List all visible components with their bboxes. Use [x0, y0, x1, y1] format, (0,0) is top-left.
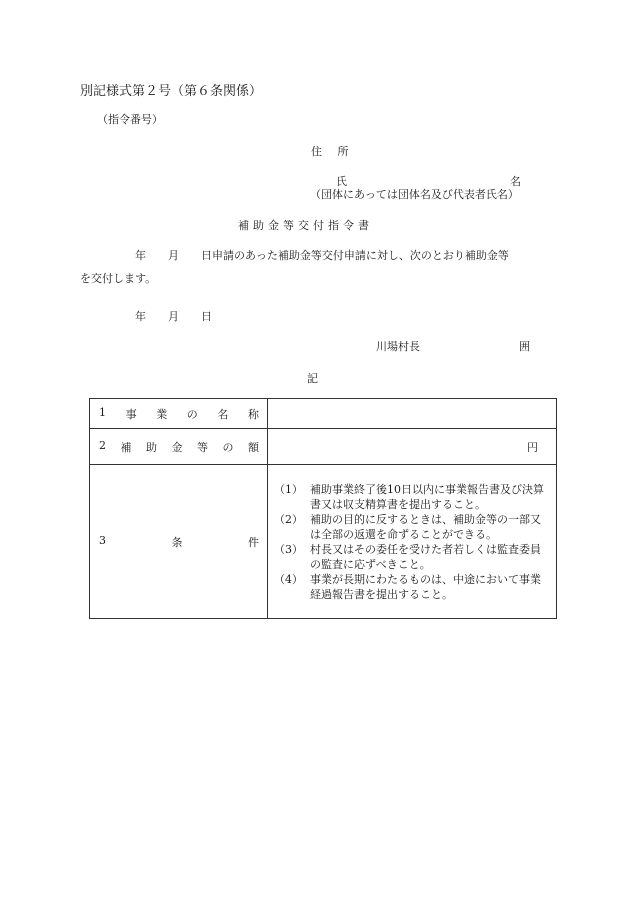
ki-label: 記 — [307, 372, 318, 385]
table-row-project-name — [90, 399, 557, 429]
table-row-grant-amount — [90, 429, 557, 465]
body-text-line-2: を交付します。 — [80, 272, 157, 285]
condition-item — [274, 482, 550, 512]
project-name-label-char: 業 — [156, 407, 168, 421]
conditions-label-char: 条 — [171, 535, 183, 549]
condition-item — [274, 572, 550, 602]
condition-text: 補助の目的に反するときは、補助金等の一部又は全部の返還を命ずることができる。 — [310, 512, 541, 541]
project-name-label — [90, 399, 268, 429]
condition-text: 事業が長期にわたるものは、中途において事業経過報告書を提出すること。 — [310, 572, 541, 601]
grant-amount-label-char: 補 — [120, 440, 132, 454]
grant-amount-label-char: の — [222, 440, 234, 454]
form-title: 別記様式第２号（第６条関係） — [80, 84, 263, 99]
conditions-label — [90, 465, 268, 619]
order-number-label: （指令番号） — [97, 113, 163, 126]
mayor-label: 川場村長 — [376, 340, 420, 353]
grant-terms-table — [89, 398, 557, 619]
project-name-label-char: の — [186, 407, 198, 421]
condition-item — [274, 512, 550, 542]
project-name-value — [268, 399, 557, 429]
grant-amount-label-char: 金 — [171, 440, 183, 454]
issue-date-line: 年 月 日 — [80, 310, 212, 323]
conditions-list — [268, 482, 556, 602]
grant-amount-label — [90, 429, 268, 465]
seal-mark: 囲 — [519, 340, 530, 353]
condition-item — [274, 542, 550, 572]
project-name-label-char: 事 — [125, 407, 137, 421]
address-label: 住 所 — [311, 145, 349, 158]
project-name-label-char: 称 — [247, 407, 259, 421]
conditions-label-char: 3 — [99, 533, 106, 547]
grant-amount-label-char: 2 — [99, 438, 106, 452]
conditions-label-char: 件 — [248, 535, 259, 549]
name-label-right: 名 — [510, 175, 521, 188]
condition-number: （1） — [274, 482, 303, 496]
grant-amount-value: 円 — [268, 429, 557, 465]
conditions-value — [268, 465, 557, 619]
condition-text: 村長又はその委任を受けた者若しくは監査委員の監査に応ずべきこと。 — [310, 542, 541, 571]
condition-number: （3） — [274, 542, 303, 556]
table-row-conditions — [90, 465, 557, 619]
condition-number: （4） — [274, 572, 303, 586]
body-text-line-1: 年 月 日申請のあった補助金等交付申請に対し、次のとおり補助金等 — [80, 249, 509, 262]
condition-text: 補助事業終了後10日以内に事業報告書及び決算書又は収支精算書を提出すること。 — [310, 482, 544, 511]
project-name-label-char: 1 — [99, 405, 106, 419]
project-name-label-char: 名 — [217, 407, 229, 421]
grant-amount-label-char: 等 — [197, 440, 208, 454]
condition-number: （2） — [274, 512, 303, 526]
representative-note: （団体にあっては団体名及び代表者氏名） — [310, 188, 519, 201]
grant-amount-label-char: 助 — [146, 440, 157, 454]
document-title: 補助金等交付指令書 — [238, 219, 373, 232]
name-label-left: 氏 — [336, 175, 347, 188]
grant-amount-label-char: 額 — [248, 440, 259, 454]
